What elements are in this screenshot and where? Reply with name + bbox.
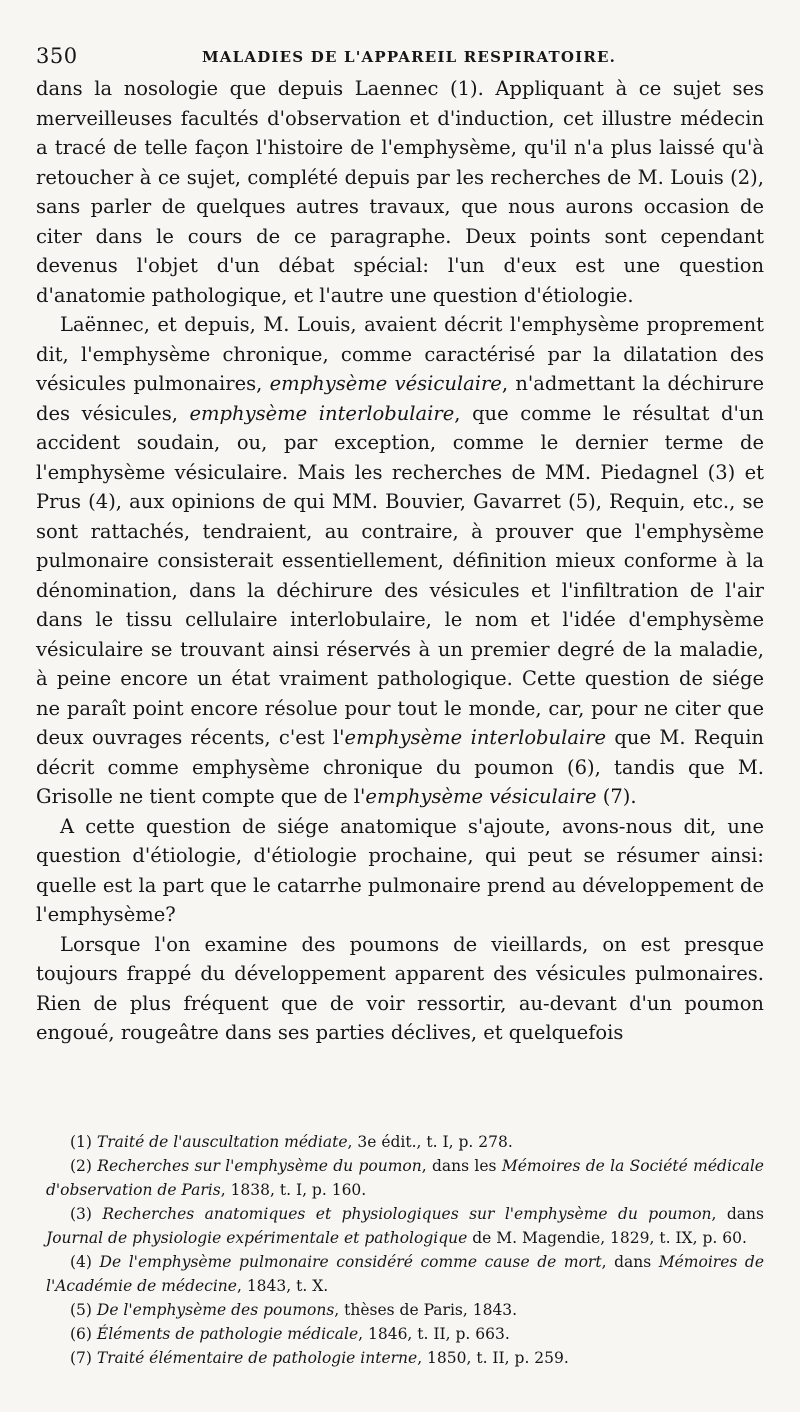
footnote-text: , 1846, t. II, p. 663.: [358, 1325, 510, 1343]
page-header: [36, 44, 766, 70]
footnote-number: (4): [70, 1253, 92, 1271]
footnote: [46, 1154, 764, 1202]
footnote: [46, 1130, 764, 1154]
paragraph-text: que M. Requin décrit comme emphysème chronique du poumon (6), tandis que M. Grisolle ne tient compte que de l': [36, 726, 764, 808]
page-number: 350: [36, 44, 78, 68]
footnote-title: Éléments de pathologie médicale: [96, 1325, 359, 1343]
paragraph: [36, 310, 764, 812]
footnote-number: (7): [70, 1349, 92, 1367]
paragraph-text: A cette question de siége anatomique s'ajoute, avons-nous dit, une question d'étiologie, d'étiologie prochaine, qui peut se résumer ainsi: quelle est la part que le catarrhe pulmonaire prend au développement de l'emphysème?: [36, 814, 764, 926]
footnote-text: , dans les: [421, 1157, 502, 1175]
paragraph-text: Lorsque l'on examine des poumons de vieillards, on est presque toujours frappé du développement apparent des vésicules pulmonaires. Rien de plus fréquent que de voir ressortir, au-devant d'un poumon engoué, rougeâtre dans ses parties déclives, et quelquefois: [36, 932, 764, 1044]
footnote-title: Recherches anatomiques et physiologiques sur l'emphysème du poumon: [102, 1205, 712, 1223]
footnote-text: , 1838, t. I, p. 160.: [220, 1181, 367, 1199]
paragraph: [36, 812, 764, 930]
footnote-title: De l'emphysème pulmonaire considéré comme cause de mort: [99, 1253, 602, 1271]
paragraph-text: , n'admettant la déchirure des vésicules,: [36, 372, 764, 425]
footnote-number: (1): [70, 1133, 92, 1151]
footnote: [46, 1250, 764, 1298]
footnote-text: , dans: [711, 1205, 764, 1223]
footnote: [46, 1202, 764, 1250]
paragraph: [36, 930, 764, 1048]
footnote-text: de M. Magendie, 1829, t. IX, p. 60.: [467, 1229, 747, 1247]
italic-term: emphysème vésiculaire: [269, 372, 502, 395]
footnote-title: Traité de l'auscultation médiate: [96, 1133, 348, 1151]
footnote-text: , 1850, t. II, p. 259.: [417, 1349, 569, 1367]
footnote-title: Journal de physiologie expérimentale et pathologique: [46, 1229, 468, 1247]
footnote-title: Mémoires de la Société médicale d'observation de Paris: [46, 1157, 764, 1199]
footnote-number: (5): [70, 1301, 92, 1319]
footnote: [46, 1346, 764, 1370]
footnote-number: (6): [70, 1325, 92, 1343]
paragraph: [36, 74, 764, 310]
paragraph-text: dans la nosologie que depuis Laennec (1). Appliquant à ce sujet ses merveilleuses facultés d'observation et d'induction, cet illustre médecin a tracé de telle façon l'histoire de l'emphysème, qu'il n'a plus laissé qu'à retoucher à ce sujet, complété depuis par les recherches de M. Louis (2), sans parler de quelques autres travaux, que nous aurons occasion de citer dans le cours de ce paragraphe. Deux points sont cependant devenus l'objet d'un débat spécial: l'un d'eux est une question d'anatomie pathologique, et l'autre une question d'étiologie.: [36, 77, 764, 307]
footnote-number: (3): [70, 1205, 92, 1223]
footnote-text: , thèses de Paris, 1843.: [334, 1301, 518, 1319]
footnote-number: (2): [70, 1157, 92, 1175]
paragraph-text: (7).: [596, 785, 637, 808]
footnote-text: , 1843, t. X.: [236, 1277, 329, 1295]
footnote-title: De l'emphysème des poumons: [96, 1301, 335, 1319]
italic-term: emphysème interlobulaire: [189, 401, 455, 425]
footnote-title: Mémoires de l'Académie de médecine: [46, 1253, 764, 1295]
footnote: [46, 1298, 764, 1322]
body-text: [36, 74, 764, 1048]
paragraph-text: Laënnec, et depuis, M. Louis, avaient décrit l'emphysème proprement dit, l'emphysème chronique, comme caractérisé par la dilatation des vésicules pulmonaires,: [36, 313, 764, 395]
footnote-title: Recherches sur l'emphysème du poumon: [97, 1157, 422, 1175]
italic-term: emphysème interlobulaire: [344, 726, 607, 749]
running-title: MALADIES DE L'APPAREIL RESPIRATOIRE.: [202, 48, 617, 66]
footnote: [46, 1322, 764, 1346]
paragraph-text: , que comme le résultat d'un accident soudain, ou, par exception, comme le dernier terme de l'emphysème vésiculaire. Mais les recherches de MM. Piedagnel (3) et Prus (4), aux opinions de qui MM. Bouvier, Gavarret (5), Requin, etc., se sont rattachés, tendraient, au contraire, à prouver que l'emphysème pulmonaire consisterait essentiellement, définition mieux conforme à la dénomination, dans la déchirure des vésicules et l'infiltration de l'air dans le tissu cellulaire interlobulaire, le nom et l'idée d'emphysème vésiculaire se trouvant ainsi réservés à un premier degré de la maladie, à peine encore un état vraiment pathologique. Cette question de siége ne paraît point encore résolue pour tout le monde, car, pour ne citer que deux ouvrages récents, c'est l': [36, 401, 764, 749]
footnotes: [46, 1130, 764, 1370]
footnote-title: Traité élémentaire de pathologie interne: [96, 1349, 418, 1367]
footnote-text: , dans: [601, 1253, 659, 1271]
footnote-text: , 3e édit., t. I, p. 278.: [347, 1133, 513, 1151]
italic-term: emphysème vésiculaire: [365, 785, 597, 808]
